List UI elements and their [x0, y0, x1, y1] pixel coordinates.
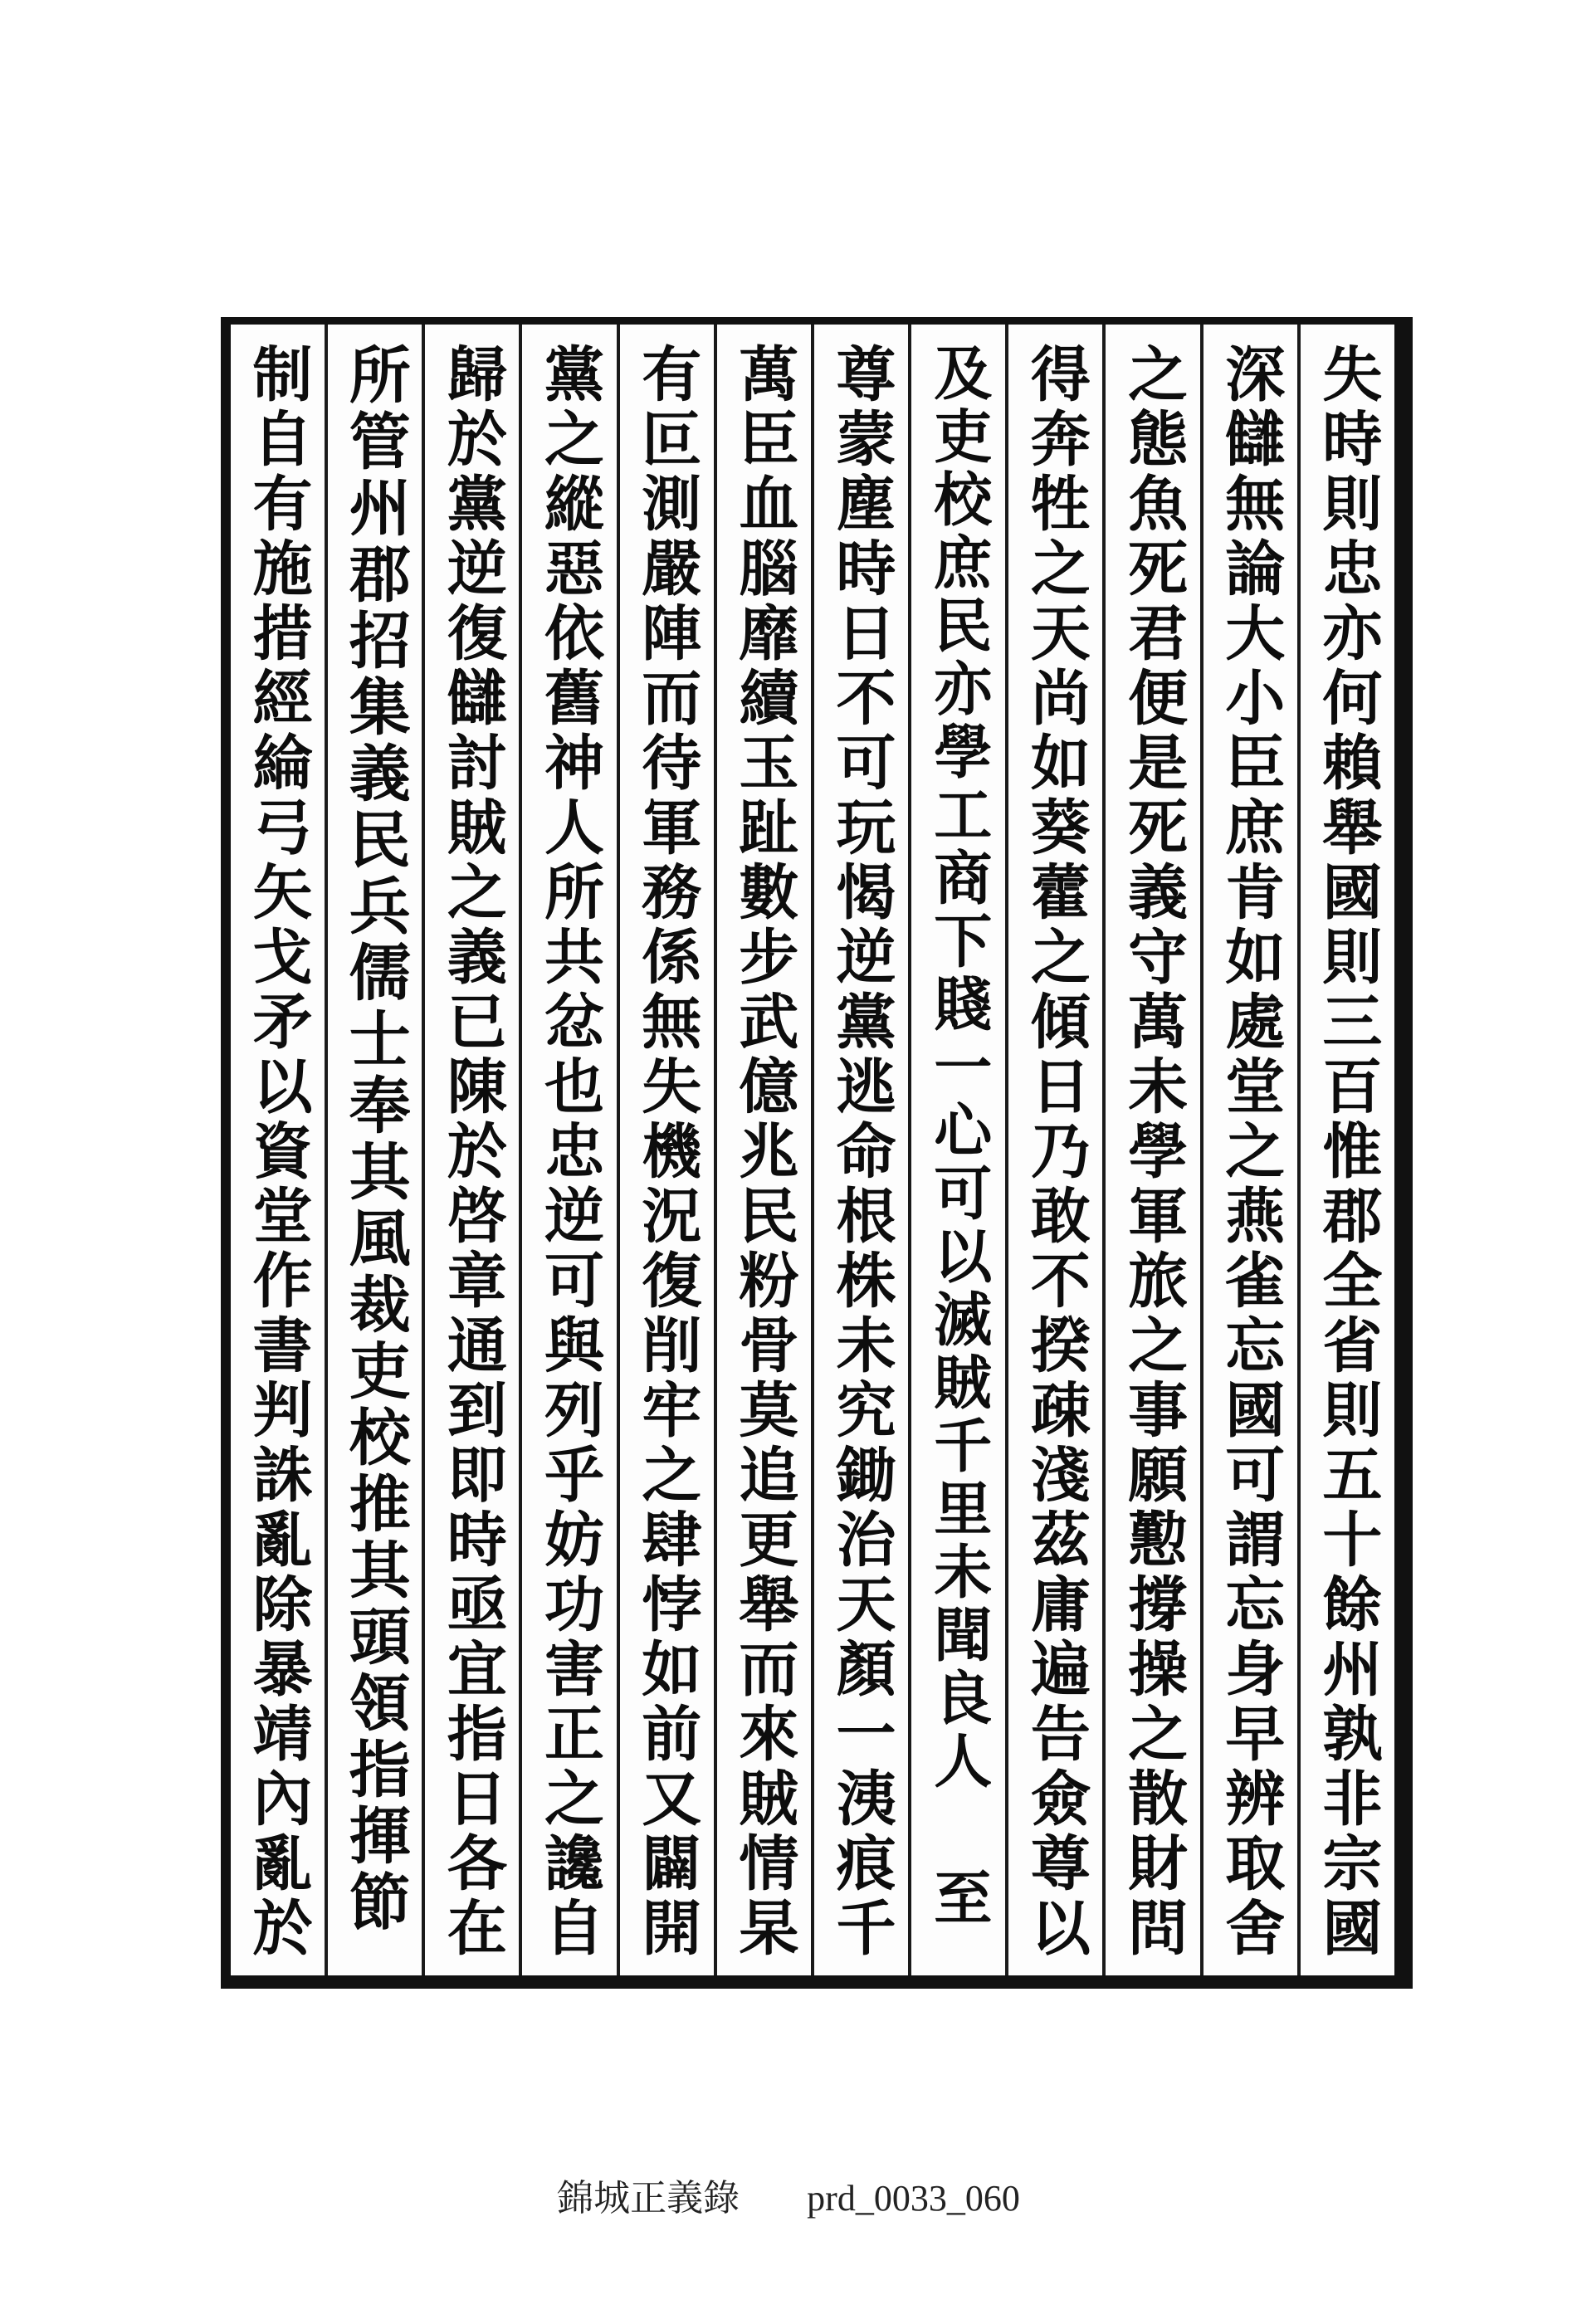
column-text: 所管州郡招集義民兵儒士奉其風裁吏校推其頭領指揮節 — [339, 343, 411, 1936]
book-title: 錦城正義錄 — [557, 2178, 740, 2219]
text-column — [1200, 325, 1297, 1975]
page-footer — [0, 2168, 1577, 2221]
column-text: 尊蒙塵時日不可玩愒逆黨逃命根株未究鋤治天顏一洟痕千 — [826, 343, 897, 1961]
column-text: 制自有施措經綸弓矢戈矛以資堂作書判誅亂除暴靖內亂於 — [242, 343, 314, 1961]
column-text: 黨之縱惡依舊神人所共忿也忠逆可與列乎妨功害正之讒自 — [535, 343, 606, 1961]
text-column — [1005, 325, 1102, 1975]
woodblock-frame — [221, 317, 1413, 1989]
text-column — [811, 325, 908, 1975]
column-text: 及吏校庶民亦學工商下賤一心可以滅賊千里未聞良人 至 — [924, 343, 994, 1931]
column-text: 萬臣血腦靡續玉趾數步武億兆民粉骨莫追更舉而來賊情杲 — [729, 343, 800, 1961]
column-text: 失時則忠亦何賴舉國則三百惟郡全省則五十餘州孰非宗國 — [1312, 343, 1384, 1961]
text-column — [617, 325, 714, 1975]
text-column — [908, 325, 1005, 1975]
column-text: 之態魚死君便是死義守萬未學軍旅之事願懃撐操之散財問 — [1118, 343, 1189, 1961]
column-text: 得奔牲之天尚如葵藿之傾日乃敢不揆疎淺茲庸遍告僉尊以 — [1020, 343, 1091, 1961]
column-text: 深讎無論大小臣庶肯如處堂之燕雀忘國可謂忘身早辨取舍 — [1215, 343, 1286, 1961]
text-column — [714, 325, 811, 1975]
text-columns — [231, 325, 1394, 1975]
page-code: prd_0033_060 — [807, 2178, 1020, 2219]
text-column — [1297, 325, 1394, 1975]
text-column — [325, 325, 422, 1975]
text-column — [519, 325, 616, 1975]
column-text: 歸於黨逆復讎討賊之義已陳於啓章通到即時亟宜指日各在 — [437, 343, 508, 1961]
column-text: 有叵測嚴陣而待軍務係無失機況復削牢之肆悖如前又闢開 — [632, 343, 703, 1961]
text-column — [1102, 325, 1199, 1975]
text-column — [231, 325, 325, 1975]
text-column — [422, 325, 519, 1975]
